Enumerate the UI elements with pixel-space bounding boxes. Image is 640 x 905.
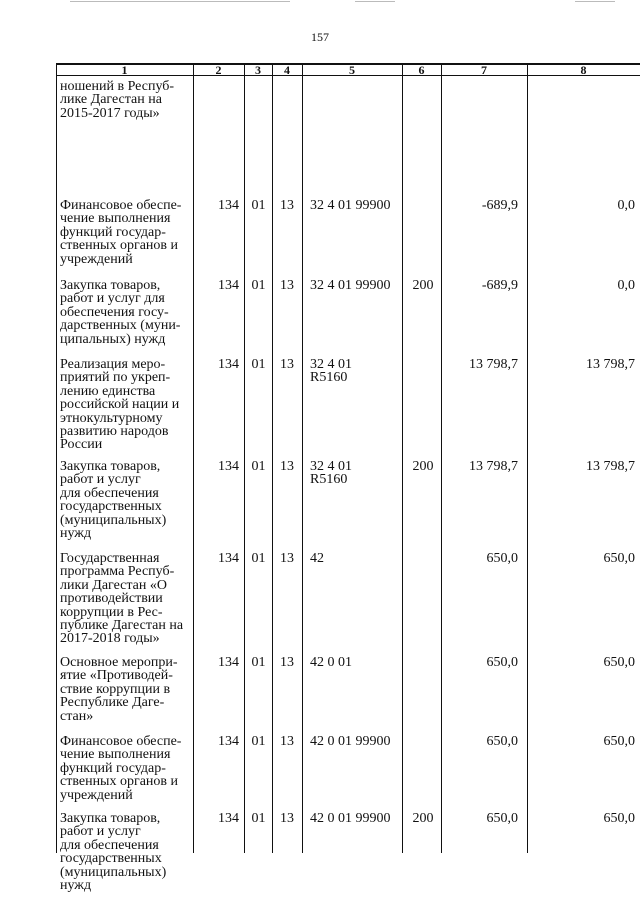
- row-code-3: 01: [251, 655, 266, 670]
- row-code-3: 01: [251, 198, 266, 213]
- row-code-5: 32 4 01 R5160: [310, 357, 352, 386]
- column-header: 7: [481, 63, 487, 77]
- column-header: 3: [255, 63, 261, 77]
- row-code-3: 01: [251, 551, 266, 566]
- row-code-3: 01: [251, 278, 266, 293]
- row-code-2: 134: [218, 459, 239, 474]
- row-code-5: 32 4 01 99900: [310, 278, 391, 293]
- row-amount-7: 13 798,7: [469, 459, 518, 474]
- column-header: 6: [418, 63, 425, 77]
- row-code-2: 134: [218, 811, 239, 826]
- row-code-6: 200: [412, 278, 434, 293]
- column-header: 4: [284, 63, 290, 77]
- row-name: Финансовое обеспе- чение выполнения функций государ- ственных органов и учреждений: [60, 734, 182, 803]
- row-name: Финансовое обеспе- чение выполнения функций государ- ственных органов и учреждений: [60, 198, 182, 267]
- row-code-4: 13: [280, 459, 294, 474]
- row-amount-8: 13 798,7: [586, 357, 635, 372]
- row-amount-8: 13 798,7: [586, 459, 635, 474]
- row-code-4: 13: [280, 811, 294, 826]
- row-code-2: 134: [218, 734, 239, 749]
- row-name: Закупка товаров, работ и услуг для обеспечения государственных (муниципальных) нужд: [60, 811, 167, 894]
- row-code-5: 42: [310, 551, 324, 566]
- row-amount-7: 650,0: [486, 655, 518, 670]
- row-amount-8: 650,0: [603, 655, 635, 670]
- row-code-2: 134: [218, 278, 239, 293]
- row-code-5: 32 4 01 99900: [310, 198, 391, 213]
- column-border: [244, 63, 245, 853]
- row-code-4: 13: [280, 655, 294, 670]
- top-scan-marks: [0, 0, 640, 6]
- column-header: 8: [580, 63, 587, 77]
- column-header: 2: [215, 63, 222, 77]
- row-code-6: 200: [412, 459, 434, 474]
- row-amount-8: 650,0: [603, 811, 635, 826]
- row-amount-7: -689,9: [481, 198, 518, 213]
- row-code-2: 134: [218, 551, 239, 566]
- row-name: Реализация меро- приятий по укреп- лению единства российской нации и этнокультурному развитию народов России: [60, 357, 180, 453]
- row-code-4: 13: [280, 551, 294, 566]
- page-number: 157: [311, 30, 329, 44]
- row-name: ношений в Респуб- лике Дагестан на 2015-2017 годы»: [60, 79, 175, 121]
- column-border: [272, 63, 273, 853]
- row-code-4: 13: [280, 198, 294, 213]
- row-name: Основное меропри- ятие «Противодей- ствие коррупции в Республике Даге- стан»: [60, 655, 178, 724]
- row-code-3: 01: [251, 459, 266, 474]
- row-amount-7: -689,9: [481, 278, 518, 293]
- row-code-4: 13: [280, 278, 294, 293]
- column-border: [56, 63, 57, 853]
- row-amount-8: 0,0: [617, 198, 635, 213]
- row-code-5: 42 0 01 99900: [310, 811, 391, 826]
- column-border: [527, 63, 528, 853]
- row-amount-7: 650,0: [486, 734, 518, 749]
- row-code-6: 200: [412, 811, 434, 826]
- column-border: [302, 63, 303, 853]
- row-code-4: 13: [280, 734, 294, 749]
- column-header: 5: [349, 63, 355, 77]
- row-amount-7: 650,0: [486, 811, 518, 826]
- row-code-2: 134: [218, 655, 239, 670]
- row-name: Закупка товаров, работ и услуг для обеспечения государственных (муниципальных) нужд: [60, 459, 167, 542]
- row-name: Закупка товаров, работ и услуг для обеспечения госу- дарственных (муни- ципальных) нужд: [60, 278, 181, 347]
- row-code-3: 01: [251, 734, 266, 749]
- row-amount-8: 650,0: [603, 551, 635, 566]
- row-amount-7: 13 798,7: [469, 357, 518, 372]
- row-code-2: 134: [218, 357, 239, 372]
- row-code-3: 01: [251, 811, 266, 826]
- row-amount-8: 650,0: [603, 734, 635, 749]
- row-code-4: 13: [280, 357, 294, 372]
- row-amount-8: 0,0: [617, 278, 635, 293]
- row-code-5: 32 4 01 R5160: [310, 459, 352, 488]
- row-code-3: 01: [251, 357, 266, 372]
- row-code-5: 42 0 01: [310, 655, 352, 670]
- row-amount-7: 650,0: [486, 551, 518, 566]
- column-header: 1: [121, 63, 128, 77]
- row-name: Государственная программа Респуб- лики Дагестан «О противодействии коррупции в Рес- публике Дагестан на 2017-2018 годы»: [60, 551, 184, 647]
- row-code-2: 134: [218, 198, 239, 213]
- row-code-5: 42 0 01 99900: [310, 734, 391, 749]
- budget-table: [56, 63, 640, 894]
